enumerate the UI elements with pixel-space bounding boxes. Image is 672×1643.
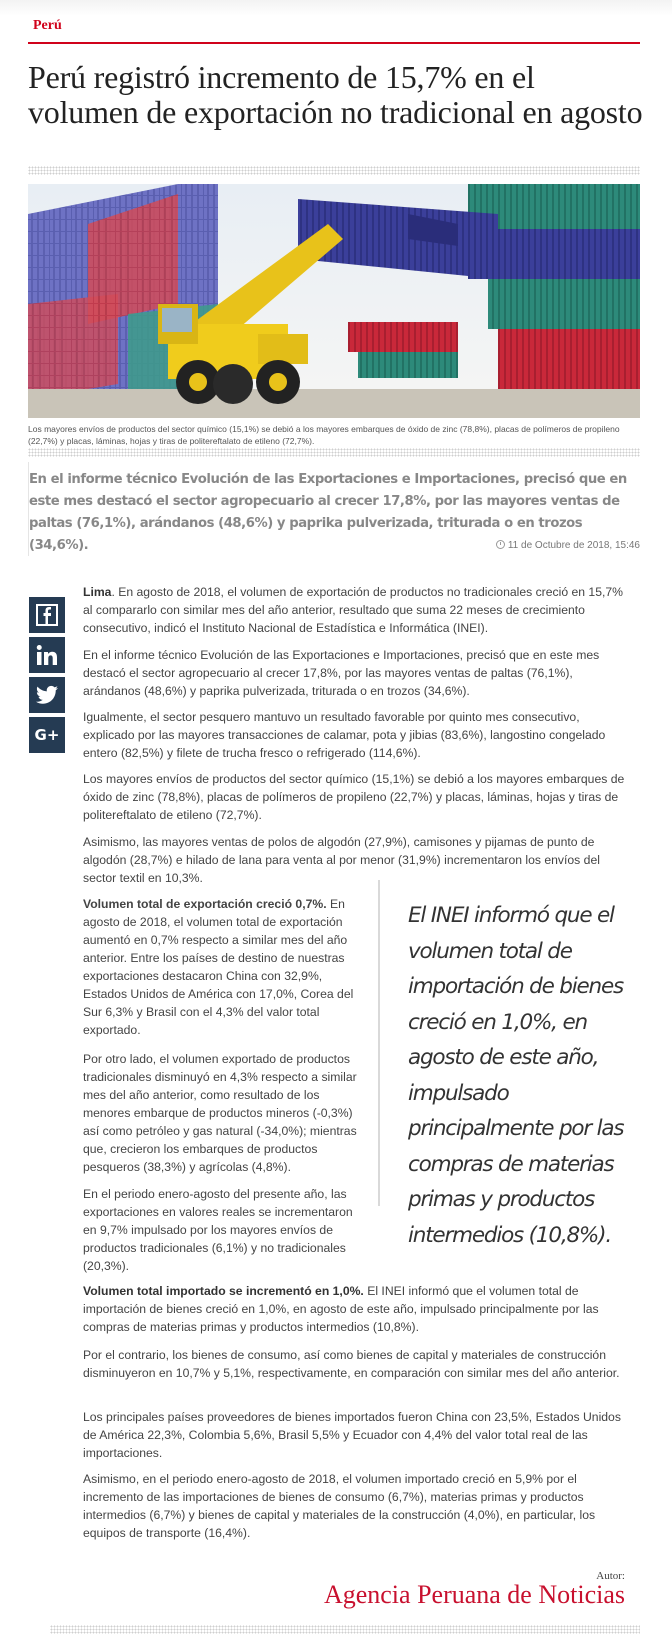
body-paragraph: Igualmente, el sector pesquero mantuvo un resultado favorable por quinto mes consecutivo, explicado por las mayores transacciones de calamar, pota y jibias (83,6%), langostino congelado entero (82,5%) y filete de trucha fresco o refrigerado (114,6%).: [83, 710, 606, 760]
article-headline: Perú registró incremento de 15,7% en el volumen de exportación no tradicional en agosto: [28, 59, 643, 130]
facebook-icon: [36, 604, 58, 626]
linkedin-icon: [36, 644, 58, 666]
subheading: Volumen total de exportación creció 0,7%.: [83, 897, 327, 911]
body-paragraph: Los mayores envíos de productos del sector químico (15,1%) se debió a los mayores embarques de óxido de zinc (78,8%), placas de polímeros de propileno (22,7%) y placas, láminas, hojas y tiras de politereftalato de etileno (72,7%).: [83, 772, 625, 822]
pullquote: El INEI informó que el volumen total de importación de bienes creció en 1,0%, en agosto de este año, impulsado principalmente por las compras de materias primas y productos intermedios (10,8%).: [408, 903, 624, 1248]
share-twitter-button[interactable]: [29, 677, 65, 713]
dotted-divider: [28, 448, 640, 457]
article-photo: [28, 184, 640, 418]
photo-caption: Los mayores envíos de productos del sector químico (15,1%) se debió a los mayores embarques de óxido de zinc (78,8%), placas de polímeros de propileno (22,7%) y placas, láminas, hojas y tiras de politereftalato de etileno (72,7%).: [28, 424, 620, 446]
section-link[interactable]: Perú: [33, 18, 62, 33]
share-google-plus-button[interactable]: [29, 717, 65, 753]
author-name: Agencia Peruana de Noticias: [323, 1580, 625, 1609]
body-paragraph: Asimismo, las mayores ventas de polos de algodón (27,9%), camisones y pijamas de punto de algodón (28,7%) e hilado de lana para venta al por menor (31,9%) incrementaron los envíos del sector textil en 10,3%.: [83, 835, 600, 885]
body-paragraph: Los principales países proveedores de bienes importados fueron China con 23,5%, Estados Unidos de América 22,3%, Colombia 5,6%, Brasil 5,5% y Ecuador con 4,4% del valor total real de las importaciones.: [83, 1410, 621, 1460]
clock-icon: [496, 540, 505, 549]
top-bar: [0, 0, 672, 16]
section-divider: [28, 42, 640, 44]
publish-date: [496, 540, 640, 551]
subheading: Volumen total importado se incrementó en 1,0%.: [83, 1284, 364, 1298]
twitter-icon: [36, 685, 58, 705]
pullquote-border: [378, 880, 380, 1206]
share-facebook-button[interactable]: [29, 597, 65, 633]
google-plus-icon: G+: [34, 726, 60, 744]
dotted-divider: [28, 166, 640, 175]
body-paragraph: En el informe técnico Evolución de las Exportaciones e Importaciones, precisó que en este mes destacó el sector agropecuario al crecer 17,8%, por las mayores ventas de paltas (76,1%), arándanos (48,6%) y paprika pulverizada, triturada o en trozos (34,6%).: [83, 648, 600, 698]
article-lead: En el informe técnico Evolución de las Exportaciones e Importaciones, precisó que en este mes destacó el sector agropecuario al crecer 17,8%, por las mayores ventas de paltas (76,1%), arándanos (48,6%) y paprika pulverizada, triturada o en trozos (34,6%).: [29, 472, 627, 553]
body-paragraph: Por el contrario, los bienes de consumo, así como bienes de capital y materiales de construcción disminuyeron en 10,7% y 5,1%, respectivamente, en comparación con similar mes del año anterior.: [83, 1348, 620, 1380]
dotted-divider: [50, 1625, 640, 1634]
author-label: Autor:: [596, 1570, 625, 1582]
body-paragraph: Lima. En agosto de 2018, el volumen de exportación de productos no tradicionales creció en 15,7% al compararlo con similar mes del año anterior, resultado que suma 22 meses de crecimiento consecutivo, indicó el Instituto Nacional de Estadística e Informática (INEI).: [83, 585, 623, 635]
body-paragraph: En el periodo enero-agosto del presente año, las exportaciones en valores reales se incrementaron en 9,7% impulsado por los mayores envíos de productos tradicionales (6,1%) y no tradicionales (20,3%).: [83, 1187, 353, 1273]
dateline: Lima: [83, 585, 112, 599]
share-linkedin-button[interactable]: [29, 637, 65, 673]
body-paragraph: Por otro lado, el volumen exportado de productos tradicionales disminuyó en 4,3% respecto a similar mes del año anterior, como resultado de los menores embarque de productos mineros (-0,3%) así como petróleo y gas natural (-34,0%); mientras que, crecieron los embarques de productos pesqueros (38,3%) y agrícolas (4,8%).: [83, 1052, 357, 1174]
publish-date-text: 11 de Octubre de 2018, 15:46: [507, 540, 640, 551]
body-paragraph: Asimismo, en el periodo enero-agosto de 2018, el volumen importado creció en 5,9% por el incremento de las importaciones de bienes de consumo (6,7%), materias primas y productos intermedios (6,7%) y bienes de capital y materiales de la construcción (4,0%), en particular, los equipos de transporte (16,4%).: [83, 1472, 596, 1540]
lead-block: [28, 462, 640, 556]
body-paragraph: Volumen total de exportación creció 0,7%. En agosto de 2018, el volumen total de exportación aumentó en 0,7% respecto a similar mes del año anterior. Entre los países de destino de nuestras exportaciones destacaron China con 32,9%, Estados Unidos de América con 17,0%, Corea del Sur 6,3% y Brasil con el 4,3% del valor total exportado.: [83, 897, 354, 1037]
body-paragraph: Volumen total importado se incrementó en 1,0%. El INEI informó que el volumen total de importación de bienes creció en 1,0%, en agosto de este año, impulsado principalmente por las compras de materias primas y productos intermedios (10,8%).: [83, 1284, 599, 1334]
